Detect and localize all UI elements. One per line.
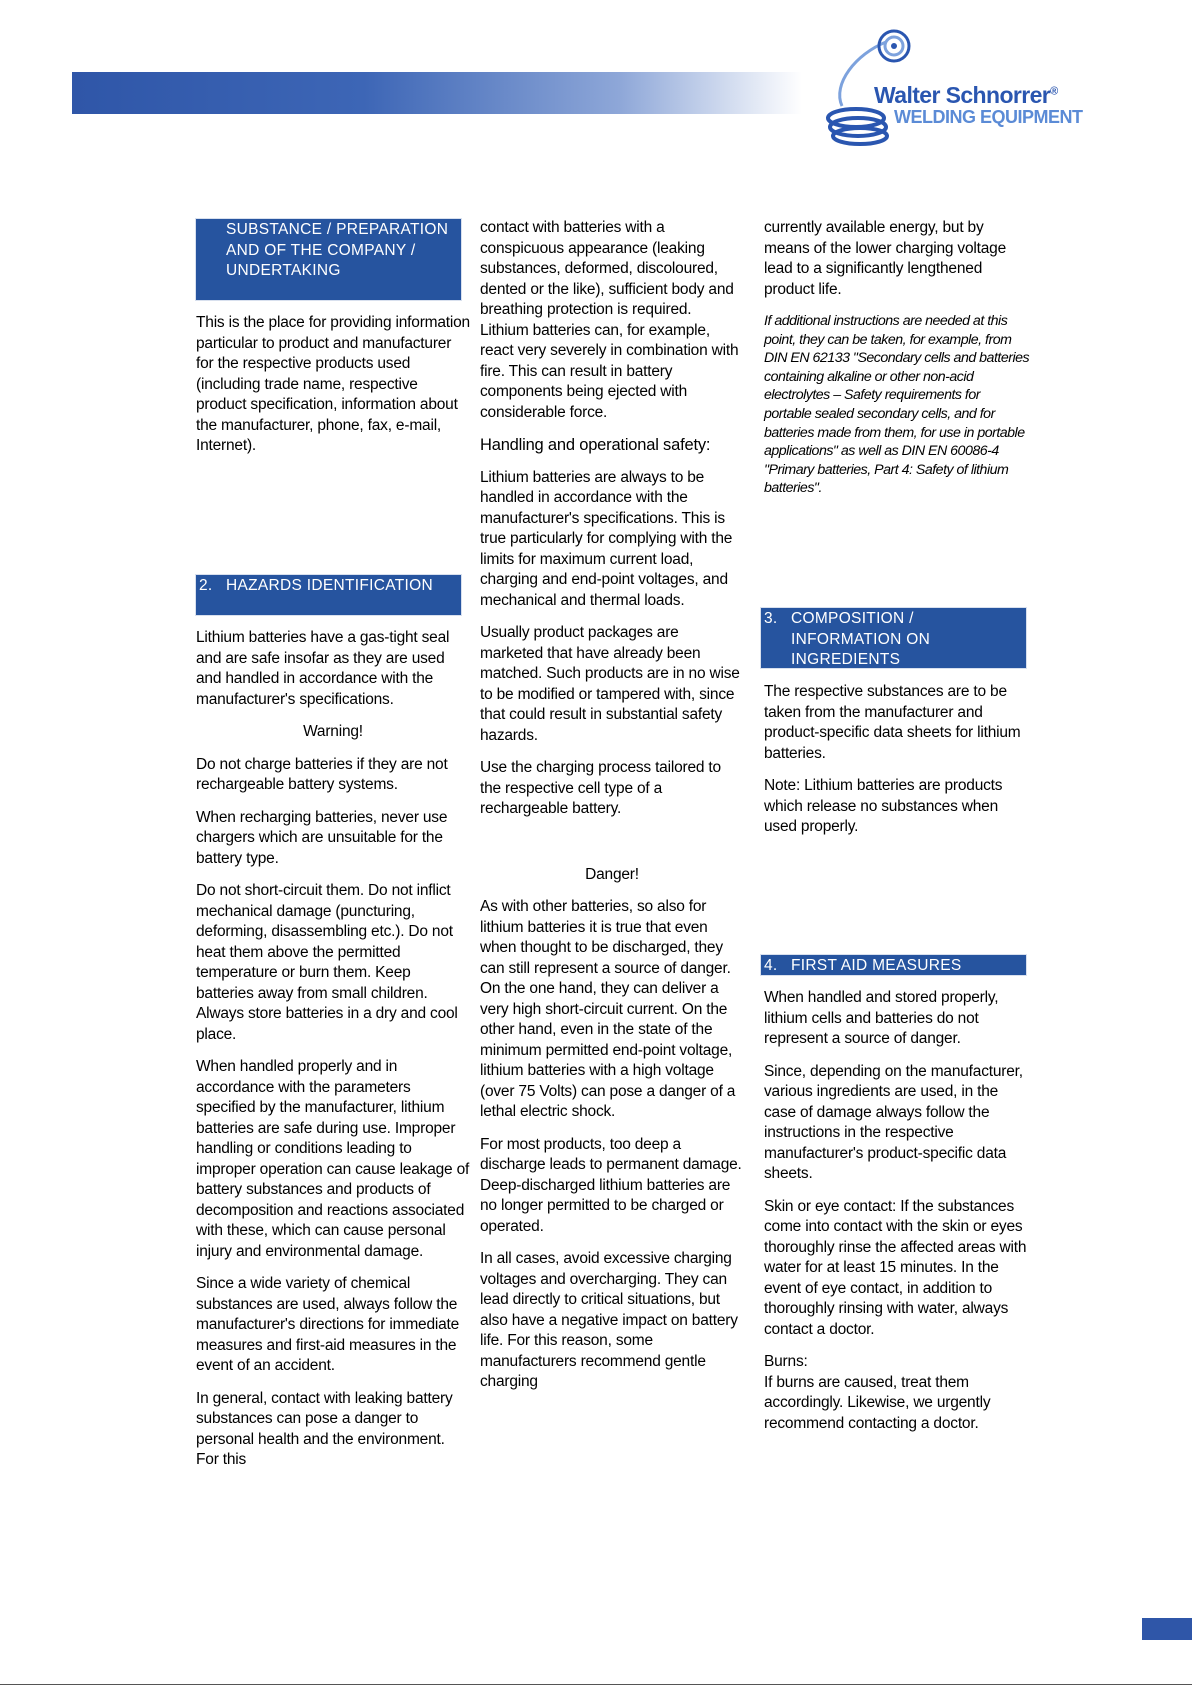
section-2-heading — [195, 574, 462, 616]
logo-name: Walter Schnorrer® — [874, 82, 1058, 108]
header-bar — [72, 72, 802, 114]
section-4-heading — [760, 954, 1027, 976]
page-number-tab — [1142, 1618, 1192, 1640]
column-1-intro — [196, 313, 470, 457]
section-4-number: 4. — [764, 957, 778, 974]
section-4-title: FIRST AID MEASURES — [791, 957, 962, 974]
paragraph: The respective substances are to be taken from the manufacturer and product-specific data sheets for lithium batteries. — [764, 683, 1021, 762]
paragraph: Do not short-circuit them. Do not inflict mechanical damage (puncturing, deforming, disassembling etc.). Do not heat them above the permitted temperature or burn them. Keep batteries away from small children. Always store batteries in a dry and cool place. — [196, 882, 458, 1043]
paragraph: In general, contact with leaking battery substances can pose a danger to personal health and the environment. For this — [196, 1389, 453, 1468]
paragraph: Lithium batteries have a gas-tight seal and are safe insofar as they are used and handled in accordance with the manufacturer's specifications. — [196, 629, 450, 708]
intro-paragraph: This is the place for providing information particular to product and manufacturer for the respective products used (including trade name, respective product specification, information about the manufacturer, phone, fax, e-mail, Internet). — [196, 314, 470, 454]
section-3-heading — [760, 607, 1027, 669]
section-1-heading — [195, 218, 462, 301]
paragraph: Since a wide variety of chemical substances are used, always follow the manufacturer's directions for immediate measures and first-aid measures in the event of an accident. — [196, 1275, 460, 1374]
paragraph: When handled and stored properly, lithium cells and batteries do not represent a source of danger. — [764, 989, 999, 1047]
paragraph: If burns are caused, treat them accordingly. Likewise, we urgently recommend contacting a doctor. — [764, 1373, 991, 1432]
paragraph: As with other batteries, so also for lithium batteries it is true that even when thought to be discharged, they can still represent a source of danger. On the one hand, they can deliver a very high short-circuit current. On the other hand, even in the state of the minimum permitted end-point voltage, lithium batteries with a high voltage (over 75 Volts) can pose a danger of a lethal electric shock. — [480, 898, 736, 1120]
paragraph: Usually product packages are marketed that have already been matched. Such products are in no wise to be modified or tampered with, since that could result in substantial safety hazards. — [480, 624, 740, 744]
warning-label: Warning! — [303, 723, 363, 740]
logo-subtitle: WELDING EQUIPMENT — [894, 107, 1083, 127]
section-2-title: HAZARDS IDENTIFICATION — [226, 577, 433, 594]
additional-instructions-note: If additional instructions are needed at this point, they can be taken, for example, from DIN EN 62133 "Secondary cells and batteries containing alkaline or other non-acid electrolytes – Safety requirements for portable sealed secondary cells, and for batteries made from them, for use in portable applications" as well as DIN EN 60086-4 "Primary batteries, Part 4: Safety of lithium batteries". — [764, 313, 1030, 497]
paragraph: contact with batteries with a conspicuous appearance (leaking substances, deformed, discoloured, dented or the like), sufficient body and breathing protection is required. Lithium batteries can, for example, react very severely in combination with fire. This can result in battery components being ejected with considerable force. — [480, 219, 739, 421]
section-3-title: COMPOSITION / INFORMATION ON INGREDIENTS — [791, 610, 931, 668]
paragraph: Note: Lithium batteries are products which release no substances when used properly. — [764, 777, 1003, 835]
paragraph: currently available energy, but by means of the lower charging voltage lead to a significantly lengthened product life. — [764, 219, 1007, 298]
column-3-composition — [764, 682, 1030, 838]
paragraph: Skin or eye contact: If the substances come into contact with the skin or eyes thoroughly rinse the affected areas with water for at least 15 minutes. In the event of eye contact, in addition to thoroughly rinsing with water, always contact a doctor. — [764, 1197, 1027, 1338]
company-logo — [820, 26, 1090, 148]
section-3-number: 3. — [764, 610, 778, 627]
paragraph: When recharging batteries, never use chargers which are unsuitable for the battery type. — [196, 808, 448, 867]
paragraph: In all cases, avoid excessive charging voltages and overcharging. They can lead directly to critical situations, but also have a negative impact on battery life. For this reason, some manufacturers recommend gentle charging — [480, 1250, 738, 1390]
burns-heading: Burns: — [764, 1353, 808, 1370]
paragraph: Lithium batteries are always to be handled in accordance with the manufacturer's specifications. This is true particularly for complying with the limits for maximum current load, charging and end-point voltages, and mechanical and thermal loads. — [480, 468, 733, 609]
column-2-body — [480, 218, 744, 1393]
paragraph: Since, depending on the manufacturer, various ingredients are used, in the case of damage always follow the instructions in the respective manufacturer's product-specific data sheets. — [764, 1062, 1023, 1182]
section-2-number: 2. — [199, 577, 213, 594]
paragraph: When handled properly and in accordance with the parameters specified by the manufacturer, lithium batteries are safe during use. Improper handling or conditions leading to improper operation can cause leakage of battery substances and products of decomposition and reactions associated with these, which can cause personal injury and environmental damage. — [196, 1058, 470, 1260]
handling-heading: Handling and operational safety: — [480, 436, 711, 454]
paragraph: Use the charging process tailored to the respective cell type of a rechargeable battery. — [480, 759, 721, 817]
paragraph: For most products, too deep a discharge leads to permanent damage. Deep-discharged lithium batteries are no longer permitted to be charged or operated. — [480, 1135, 742, 1235]
column-3-top — [764, 218, 1030, 498]
paragraph: Do not charge batteries if they are not rechargeable battery systems. — [196, 755, 448, 793]
column-1-body — [196, 628, 470, 1471]
column-3-first-aid — [764, 988, 1030, 1434]
danger-label: Danger! — [585, 865, 639, 883]
section-1-title: SUBSTANCE / PREPARATION AND OF THE COMPANY / UNDERTAKING — [226, 221, 449, 279]
